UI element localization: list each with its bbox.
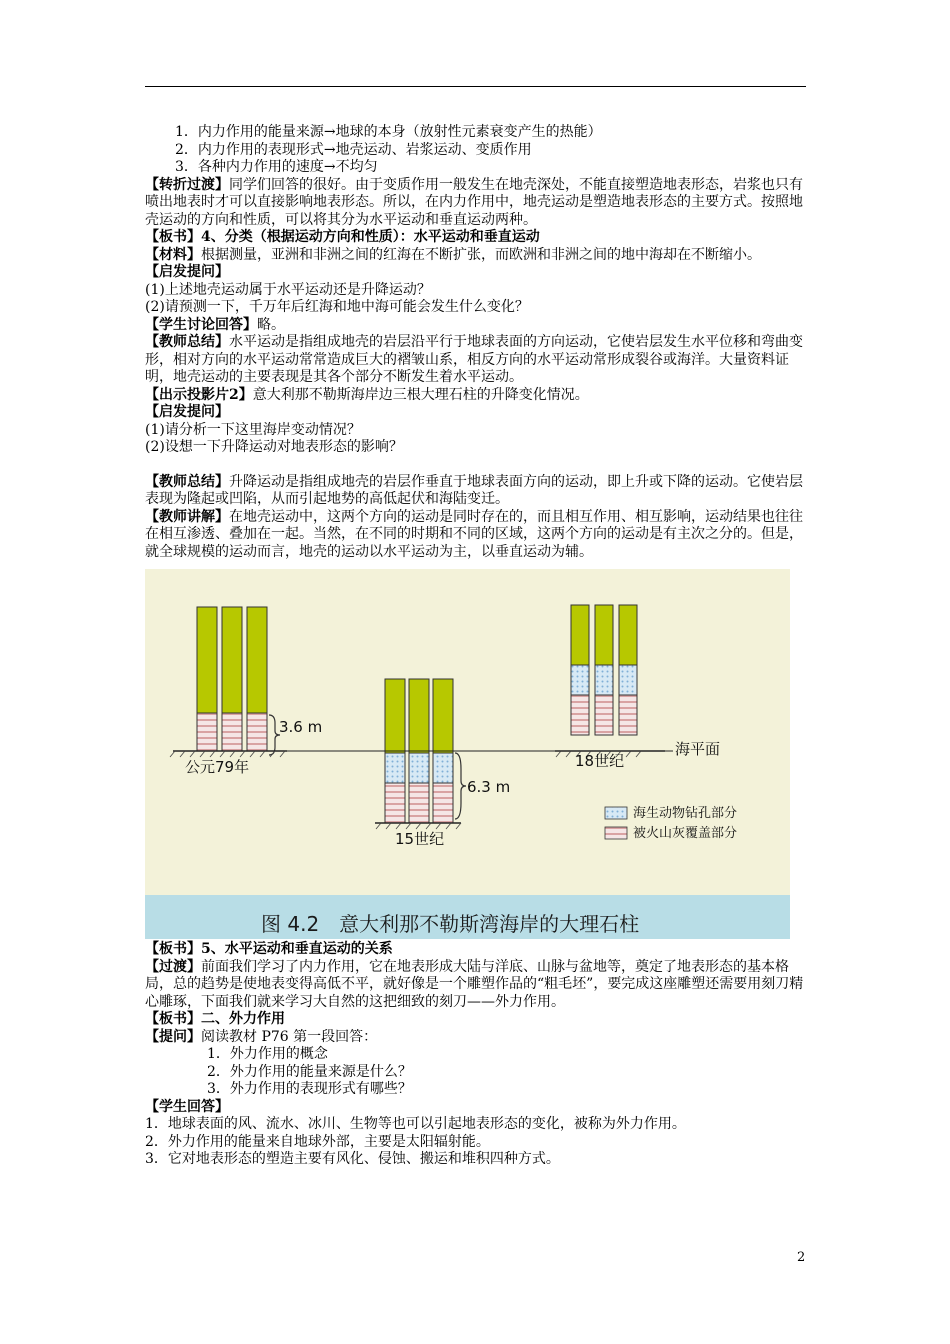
paragraph-text: 4、分类（根据运动方向和性质）：水平运动和垂直运动: [201, 229, 540, 245]
list-item: 3．外力作用的表现形式有哪些？: [207, 1081, 412, 1097]
header-rule: [145, 86, 806, 87]
paragraph-explanation: [145, 509, 815, 562]
document-body: [145, 124, 815, 1169]
paragraph-tag: 【过渡】: [145, 958, 201, 975]
paragraph-material: [145, 247, 815, 265]
paragraph-summary: [145, 334, 815, 387]
question: (1)上述地壳运动属于水平运动还是升降运动？: [145, 281, 431, 298]
figure-marble-pillars: [145, 569, 790, 939]
list-item: 2．外力作用的能量来源是什么？: [207, 1063, 412, 1080]
list-item: 1．外力作用的概念: [207, 1046, 328, 1062]
paragraph-text: 根据测量，亚洲和非洲之间的红海在不断扩张，而欧洲和非洲之间的地中海却在不断缩小。: [201, 246, 761, 263]
paragraph-slide: [145, 387, 815, 405]
height-label-79: 3.6 m: [279, 718, 323, 736]
paragraph-text: 阅读教材 P76 第一段回答：: [201, 1028, 378, 1045]
paragraph-text: 意大利那不勒斯海岸边三根大理石柱的升降变化情况。: [252, 386, 589, 403]
paragraph-text: 升降运动是指组成地壳的岩层作垂直于地球表面方向的运动，即上升或下降的运动。它使岩层表现为隆起或凹陷，从而引起地势的高低起伏和海陆变迁。: [145, 473, 803, 507]
paragraph-text: 在地壳运动中，这两个方向的运动是同时存在的，而且相互作用、相互影响，运动结果也往往在相互渗透、叠加在一起。当然，在不同的时期和不同的区域，这两个方向的运动是有主次之分的。但是，就全球规模的运动而言，地壳的运动以水平运动为主，以垂直运动为辅。: [145, 508, 803, 560]
paragraph-tag: 【板书】: [145, 229, 201, 245]
paragraph-tag: 【出示投影片2】: [145, 386, 253, 403]
pillar-group-18: [571, 605, 637, 735]
paragraph-summary: [145, 474, 815, 509]
paragraph-transition: [145, 177, 815, 230]
paragraph-tag: 【教师总结】: [145, 334, 229, 350]
list-item: 3．它对地表形态的塑造主要有风化、侵蚀、搬运和堆积四种方式。: [145, 1151, 560, 1167]
paragraph-text: 同学们回答的很好。由于变质作用一般发生在地壳深处，不能直接塑造地表形态，岩浆也只有喷出地表时才可以直接影响地表形态。所以，在内力作用中，地壳运动是塑造地表形态的主要方式。按照地壳运动的方向和性质，可以将其分为水平运动和垂直运动两种。: [145, 176, 803, 228]
paragraph-text: 水平运动是指组成地壳的岩层沿平行于地球表面的方向运动，它使岩层发生水平位移和弯曲变形，相对方向的水平运动常常造成巨大的褶皱山系，相反方向的水平运动常形成裂谷或海洋。大量资料证明，地壳运动的主要表现是其各个部分不断发生着水平运动。: [145, 334, 803, 385]
era-label-79: 公元79年: [185, 758, 250, 776]
list-item: 1．内力作用的能量来源→地球的本身（放射性元素衰变产生的热能）: [175, 124, 602, 140]
paragraph-transition: [145, 959, 815, 1012]
sea-level-label: 海平面: [675, 740, 721, 758]
pillar-group-79: [197, 607, 280, 755]
paragraph-tag: 【教师讲解】: [145, 508, 229, 525]
era-label-15: 15世纪: [395, 830, 445, 848]
paragraph-text: 二、外力作用: [201, 1011, 285, 1027]
paragraph-tag: 【学生讨论回答】: [145, 316, 257, 333]
question: (1)请分析一下这里海岸变动情况？: [145, 421, 361, 438]
paragraph-tag: 【板书】: [145, 1011, 201, 1027]
paragraph-text: 5、水平运动和垂直运动的关系: [201, 941, 393, 957]
paragraph-tag: 【教师总结】: [145, 473, 229, 490]
legend-label-bore: 海生动物钻孔部分: [633, 806, 738, 821]
paragraph-tag: 【学生回答】: [145, 1098, 229, 1115]
height-label-15: 6.3 m: [467, 778, 511, 796]
legend-label-ash: 被火山灰覆盖部分: [633, 826, 738, 841]
list-item: 1．地球表面的风、流水、冰川、生物等也可以引起地表形态的变化，被称为外力作用。: [145, 1116, 686, 1132]
paragraph-discussion: [145, 317, 815, 335]
list-item: 2．内力作用的表现形式→地壳运动、岩浆运动、变质作用: [175, 141, 532, 158]
paragraph-text: 前面我们学习了内力作用，它在地表形成大陆与洋底、山脉与盆地等，奠定了地表形态的基本格局，总的趋势是使地表变得高低不平，就好像是一个雕塑作品的“粗毛坯”，要完成这座雕塑还需要用刻刀精心雕琢，下面我们就来学习大自然的这把细致的刻刀——外力作用。: [145, 958, 804, 1010]
question: (2)设想一下升降运动对地表形态的影响？: [145, 439, 403, 455]
paragraph-tag: 【板书】: [145, 941, 201, 957]
era-label-18: 18世纪: [575, 752, 625, 770]
legend-swatch-ash: [605, 827, 627, 839]
paragraph-tag: 【启发提问】: [145, 404, 229, 420]
paragraph-tag: 【材料】: [145, 246, 201, 263]
paragraph-text: 略。: [257, 316, 285, 333]
paragraph-board: [145, 1011, 815, 1029]
list-item: 3．各种内力作用的速度→不均匀: [175, 159, 378, 175]
question: (2)请预测一下，千万年后红海和地中海可能会发生什么变化？: [145, 299, 529, 315]
paragraph-tag: 【转折过渡】: [145, 176, 229, 193]
page-number: 2: [797, 1250, 806, 1265]
paragraph-tag: 【提问】: [145, 1028, 201, 1045]
list-item: 2．外力作用的能量来自地球外部，主要是太阳辐射能。: [145, 1133, 490, 1150]
paragraph-question: [145, 1029, 815, 1047]
figure-caption: 图 4.2 意大利那不勒斯湾海岸的大理石柱: [261, 911, 640, 936]
legend-swatch-bore: [605, 807, 627, 819]
paragraph-board: [145, 229, 815, 247]
paragraph-tag: 【启发提问】: [145, 264, 229, 280]
paragraph-board: [145, 941, 815, 959]
